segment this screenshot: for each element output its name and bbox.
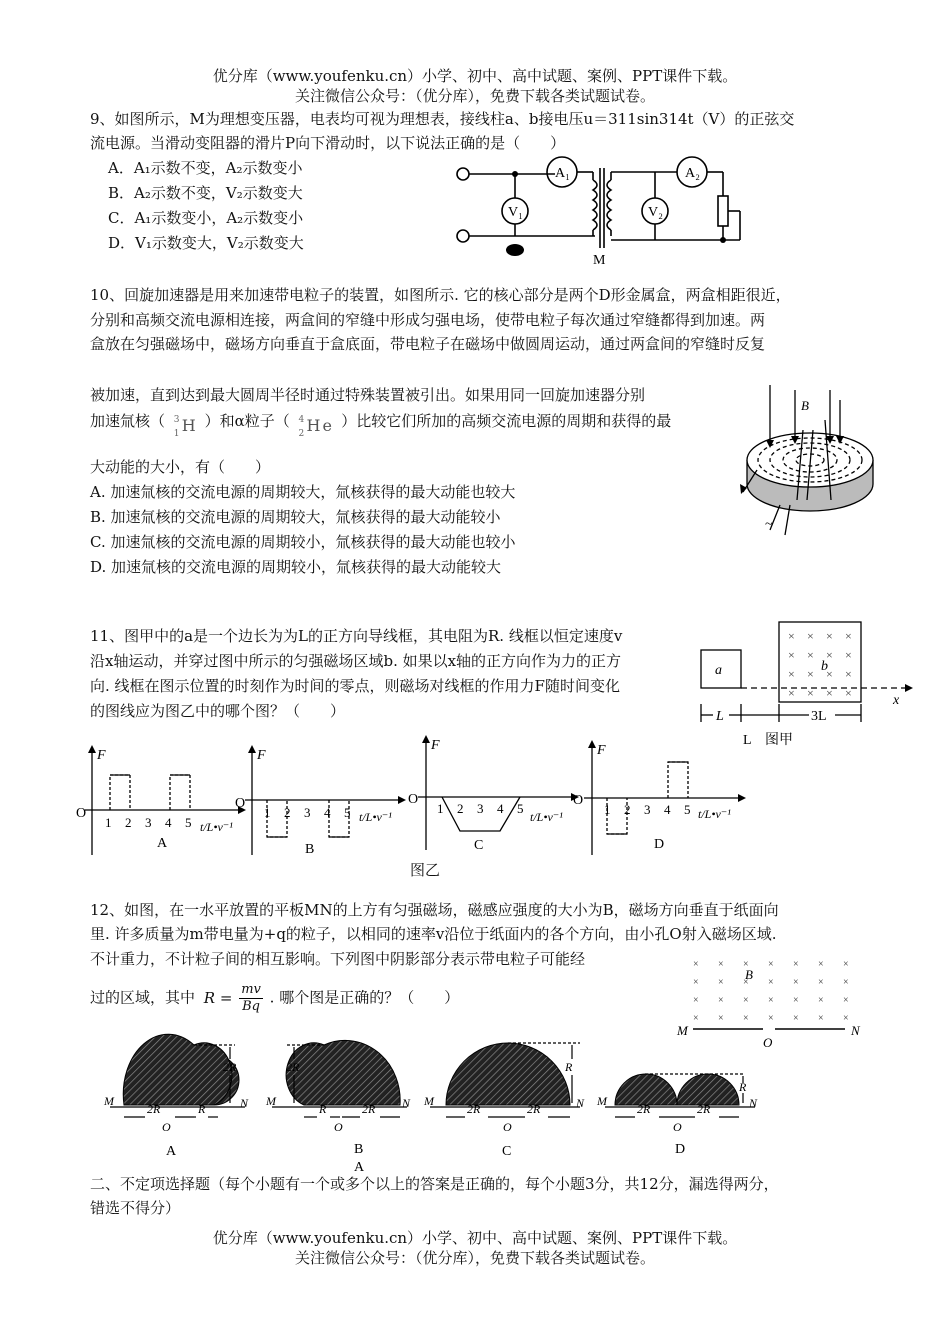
q9-ammeter-a1-label: A₁	[555, 166, 570, 181]
field-cross: ×	[826, 667, 833, 681]
q11-stem-line-1: 11、图甲中的a是一个边长为为L的正方向导线框，其电阻为R. 线框以恒定速度v	[90, 627, 623, 645]
q11-graph-a-tick-3: 3	[145, 815, 152, 830]
q12-fig-d-n: N	[749, 1096, 758, 1110]
q12-fig-c-d1: 2R	[467, 1102, 481, 1116]
q11-graph-c-tick-2: 2	[457, 801, 464, 816]
q11-graph-a-tick-1: 1	[105, 815, 112, 830]
field-cross: ×	[718, 959, 724, 970]
field-cross: ×	[807, 648, 814, 662]
field-cross: ×	[807, 686, 814, 700]
q12-fig-a-height: 2R	[223, 1060, 237, 1074]
q12-fig-b-height: 2R	[286, 1060, 300, 1074]
field-cross: ×	[845, 667, 852, 681]
q9-transformer-m-label: M	[593, 253, 606, 268]
q10-stem-5a: 加速氚核（	[90, 412, 166, 430]
q9-voltmeter-v2-label: V₂	[648, 205, 663, 220]
q11-graph-c-tick-4: 4	[497, 801, 504, 816]
q11-graph-d-tick-3: 3	[644, 802, 651, 817]
field-cross: ×	[843, 959, 849, 970]
q12-stem-line-3: 不计重力，不计粒子间的相互影响。下列图中阴影部分表示带电粒子可能经	[90, 950, 586, 968]
q12-fig-a-caption: A	[166, 1144, 177, 1159]
q11-graph-b-tick-1: 1	[264, 805, 271, 820]
field-cross: ×	[818, 995, 824, 1006]
field-cross: ×	[788, 629, 795, 643]
field-cross: ×	[743, 995, 749, 1006]
q11-graph-c-tick-1: 1	[437, 801, 444, 816]
q11-figure-jia	[695, 620, 915, 755]
q11-graph-d-origin: O	[573, 793, 584, 808]
q12-fig-d-d1: 2R	[637, 1102, 651, 1116]
q12-option-figure-a	[100, 1035, 260, 1160]
q9-transformer-circuit-figure	[455, 150, 755, 268]
field-cross: ×	[768, 1013, 774, 1024]
tritium-nuclide	[170, 412, 200, 439]
field-cross: ×	[843, 977, 849, 988]
q10-stem-line-2: 分别和高频交流电源相连接，两盒间的窄缝中形成匀强电场，使带电粒子每次通过窄缝都得到加速。两	[90, 311, 766, 329]
q11-graph-d-tick-2: 2	[624, 802, 631, 817]
q12-plate-n-label: N	[851, 1023, 860, 1038]
field-cross: ×	[693, 977, 699, 988]
q11-length-label-3: 3L	[811, 709, 827, 724]
q11-graph-b-caption: B	[305, 842, 315, 857]
alpha-charge-number: 2	[298, 429, 305, 439]
q12-field-label: B	[745, 967, 753, 982]
q11-graph-d-f-label: F	[597, 743, 606, 758]
q10-magnetic-field-label: B	[801, 398, 809, 413]
field-cross: ×	[826, 648, 833, 662]
page-footer	[0, 1228, 950, 1268]
q12-fig-a-d1: 2R	[147, 1102, 161, 1116]
field-cross: ×	[768, 959, 774, 970]
field-cross: ×	[826, 629, 833, 643]
q10-cyclotron-figure	[735, 380, 875, 540]
field-cross: ×	[788, 686, 795, 700]
q10-option-b: B. 加速氚核的交流电源的周期较大，氚核获得的最大动能较小	[90, 508, 501, 526]
q10-option-d: D. 加速氚核的交流电源的周期较小，氚核获得的最大动能较大	[90, 558, 502, 576]
q9-option-c: C．A₁示数变小，A₂示数变小	[108, 209, 304, 227]
q11-graph-b	[235, 745, 405, 855]
q9-ammeter-a2-label: A₂	[685, 166, 700, 181]
q11-graph-d-tick-1: 1	[604, 802, 611, 817]
q12-fig-d-m: M	[597, 1094, 607, 1108]
q11-graph-d-axis-label: t/L•v⁻¹	[698, 807, 731, 821]
q11-stem-line-4: 的图线应为图乙中的哪个图？（ ）	[90, 702, 346, 720]
q12-fig-b-d2: 2R	[362, 1102, 376, 1116]
q11-length-label-1: L	[716, 709, 724, 724]
q11-figure-caption-yi: 图乙	[410, 861, 441, 879]
q12-fig-d-height: R	[739, 1080, 747, 1094]
q12-fig-b-o: O	[334, 1120, 343, 1134]
field-cross: ×	[793, 995, 799, 1006]
q12-option-figure-b	[262, 1035, 422, 1175]
alpha-nuclide	[295, 412, 337, 439]
q10-stem-5c: ）比较它们所加的高频交流电源的周期和获得的最	[341, 412, 672, 430]
q12-option-figure-c	[420, 1035, 590, 1160]
q11-graph-a-f-label: F	[97, 748, 106, 763]
tritium-mass-number: 3	[173, 415, 180, 425]
header-line-2: 关注微信公众号：（优分库），免费下载各类试题试卷。	[294, 87, 655, 105]
q12-stem-line-1: 12、如图，在一水平放置的平板MN的上方有匀强磁场，磁感应强度的大小为B，磁场方向垂直于纸面向	[90, 901, 779, 919]
q11-graph-c	[408, 735, 583, 855]
q12-fig-d-d2: 2R	[697, 1102, 711, 1116]
field-cross: ×	[818, 1013, 824, 1024]
field-cross: ×	[793, 1013, 799, 1024]
q11-graph-b-tick-2: 2	[284, 805, 291, 820]
q11-graph-d	[570, 740, 750, 855]
q10-stem-line-4: 被加速，直到达到最大圆周半径时通过特殊装置被引出。如果用同一回旋加速器分别	[90, 386, 646, 404]
q10-stem-line-1: 10、回旋加速器是用来加速带电粒子的装置，如图所示. 它的核心部分是两个D形金属盒，两盒相距很近，	[90, 286, 791, 304]
field-cross: ×	[818, 977, 824, 988]
q9-option-b: B．A₂示数不变，V₂示数变大	[108, 184, 303, 202]
q12-stem-4b: . 哪个图是正确的？（ ）	[269, 988, 460, 1007]
q11-stem-line-2: 沿x轴运动，并穿过图中所示的匀强磁场区域b. 如果以x轴的正方向作为力的正方	[90, 652, 622, 670]
q12-fig-a-d2: R	[198, 1102, 206, 1116]
q11-region-label-b: b	[821, 659, 828, 674]
field-cross: ×	[845, 629, 852, 643]
q12-fig-a-n: N	[240, 1096, 249, 1110]
field-cross: ×	[826, 686, 833, 700]
field-cross: ×	[693, 959, 699, 970]
field-cross: ×	[693, 995, 699, 1006]
q12-fig-d-caption: D	[675, 1142, 686, 1157]
alpha-symbol: He	[306, 416, 334, 435]
field-cross: ×	[743, 977, 749, 988]
q11-graph-c-tick-3: 3	[477, 801, 484, 816]
q10-stem-line-3: 盒放在匀强磁场中，磁场方向垂直于盒底面，带电粒子在磁场中做圆周运动，通过两盒间的窄缝时反复	[90, 335, 766, 353]
page-header	[0, 66, 950, 106]
q11-graph-c-caption: C	[474, 838, 484, 853]
q11-graph-a-axis-label: t/L•v⁻¹	[200, 820, 233, 834]
field-cross: ×	[693, 1013, 699, 1024]
tritium-charge-number: 1	[173, 429, 180, 439]
q12-stem-line-2: 里. 许多质量为m带电量为+q的粒子，以相同的速率v沿位于纸面内的各个方向，由小孔O射入磁场区域.	[90, 925, 777, 943]
field-cross: ×	[743, 1013, 749, 1024]
q11-graph-b-origin: O	[235, 796, 246, 811]
q12-plate-m-label: M	[677, 1023, 688, 1038]
alpha-mass-number: 4	[298, 415, 305, 425]
q10-ac-source-symbol: ~	[765, 517, 773, 532]
q11-graph-b-axis-label: t/L•v⁻¹	[359, 810, 392, 824]
q12-fig-c-d2: 2R	[527, 1102, 541, 1116]
q12-stem-line-4	[90, 982, 459, 1015]
q11-graph-c-origin: O	[408, 792, 419, 807]
q12-fig-c-height: R	[565, 1060, 573, 1074]
q11-graph-c-tick-5: 5	[517, 801, 524, 816]
field-cross: ×	[843, 995, 849, 1006]
field-cross: ×	[743, 959, 749, 970]
q11-graph-a	[76, 745, 250, 855]
q12-fig-b-d1: R	[319, 1102, 327, 1116]
q9-option-a: A．A₁示数不变，A₂示数变小	[108, 159, 303, 177]
q12-fig-d-o: O	[673, 1120, 682, 1134]
q11-graph-a-tick-4: 4	[165, 815, 172, 830]
field-cross: ×	[818, 959, 824, 970]
q12-fig-c-o: O	[503, 1120, 512, 1134]
section-2-line-2: 错选不得分）	[90, 1199, 181, 1217]
q9-stem-line-1: 9、如图所示，M为理想变压器，电表均可视为理想表，接线柱a、b接电压u＝311sin314t（V）的正弦交	[90, 110, 795, 128]
field-cross: ×	[768, 977, 774, 988]
field-cross: ×	[718, 1013, 724, 1024]
q9-voltmeter-v1-label: V₁	[508, 205, 523, 220]
q11-graph-a-caption: A	[157, 836, 168, 851]
field-cross: ×	[718, 977, 724, 988]
q12-formula-lhs: R =	[203, 988, 233, 1007]
q11-graph-b-tick-5: 5	[344, 805, 351, 820]
q12-fig-a-o: O	[162, 1120, 171, 1134]
field-cross: ×	[845, 686, 852, 700]
q10-stem-line-5	[90, 411, 672, 439]
field-cross: ×	[807, 629, 814, 643]
q12-fig-b-n: N	[402, 1096, 411, 1110]
q11-graph-a-tick-2: 2	[125, 815, 132, 830]
field-cross: ×	[788, 648, 795, 662]
q12-fig-c-caption: C	[502, 1144, 512, 1159]
q12-fig-c-n: N	[576, 1096, 585, 1110]
q12-field-crosses	[693, 959, 849, 1024]
field-cross: ×	[788, 667, 795, 681]
q12-fig-b-m: M	[266, 1094, 276, 1108]
q12-fig-c-m: M	[424, 1094, 434, 1108]
q10-stem-line-6: 大动能的大小，有（ ）	[90, 458, 271, 476]
q11-graph-d-caption: D	[654, 837, 665, 852]
q11-stem-line-3: 向. 线框在图示位置的时刻作为时间的零点，则磁场对线框的作用力F随时间变化	[90, 677, 620, 695]
field-cross: ×	[845, 648, 852, 662]
q11-graph-b-tick-3: 3	[304, 805, 311, 820]
footer-line-1: 优分库（www.youfenku.cn）小学、初中、高中试题、案例、PPT课件下载。	[212, 1229, 738, 1247]
q12-stray-label: A	[354, 1160, 365, 1175]
q12-fig-a-m: M	[104, 1094, 114, 1108]
q12-formula-numerator: mv	[241, 982, 261, 997]
q12-hole-o-label: O	[763, 1035, 773, 1050]
field-cross: ×	[718, 995, 724, 1006]
q11-graph-b-f-label: F	[257, 748, 266, 763]
q11-graph-a-origin: O	[76, 806, 87, 821]
q10-option-c: C. 加速氚核的交流电源的周期较小，氚核获得的最大动能也较小	[90, 533, 516, 551]
q12-fig-b-caption: B	[354, 1142, 364, 1157]
field-cross: ×	[807, 667, 814, 681]
field-cross: ×	[843, 1013, 849, 1024]
q10-stem-5b: ）和α粒子（	[204, 412, 290, 430]
field-cross: ×	[793, 977, 799, 988]
q11-graph-d-tick-5: 5	[684, 802, 691, 817]
section-2-line-1: 二、不定项选择题（每个小题有一个或多个以上的答案是正确的，每个小题3分，共12分，漏选得两分，	[90, 1175, 779, 1193]
q11-graph-c-axis-label: t/L•v⁻¹	[530, 810, 563, 824]
q11-graph-d-tick-4: 4	[664, 802, 671, 817]
field-cross: ×	[793, 959, 799, 970]
q11-field-crosses	[788, 629, 852, 700]
q11-length-label-2: L	[743, 733, 752, 748]
q12-stem-4a: 过的区域，其中	[90, 988, 196, 1007]
q11-graph-a-tick-5: 5	[185, 815, 192, 830]
q12-formula-fraction	[239, 982, 263, 1015]
q11-frame-label-a: a	[715, 663, 722, 678]
q11-figure-caption-jia: 图甲	[765, 733, 793, 748]
q9-stem-line-2: 流电源。当滑动变阻器的滑片P向下滑动时，以下说法正确的是（ ）	[90, 134, 566, 152]
q11-x-axis-label: x	[893, 693, 900, 708]
q12-option-figure-d	[595, 1035, 770, 1160]
tritium-symbol: H	[181, 416, 196, 435]
field-cross: ×	[768, 995, 774, 1006]
q12-formula-denominator: Bq	[242, 999, 260, 1014]
q10-option-a: A. 加速氚核的交流电源的周期较大，氚核获得的最大动能也较大	[90, 483, 516, 501]
q9-option-d: D．V₁示数变大，V₂示数变大	[108, 234, 304, 252]
footer-line-2: 关注微信公众号：（优分库），免费下载各类试题试卷。	[294, 1249, 655, 1267]
header-line-1: 优分库（www.youfenku.cn）小学、初中、高中试题、案例、PPT课件下载。	[212, 67, 738, 85]
q11-graph-c-f-label: F	[431, 738, 440, 753]
q11-graph-b-tick-4: 4	[324, 805, 331, 820]
